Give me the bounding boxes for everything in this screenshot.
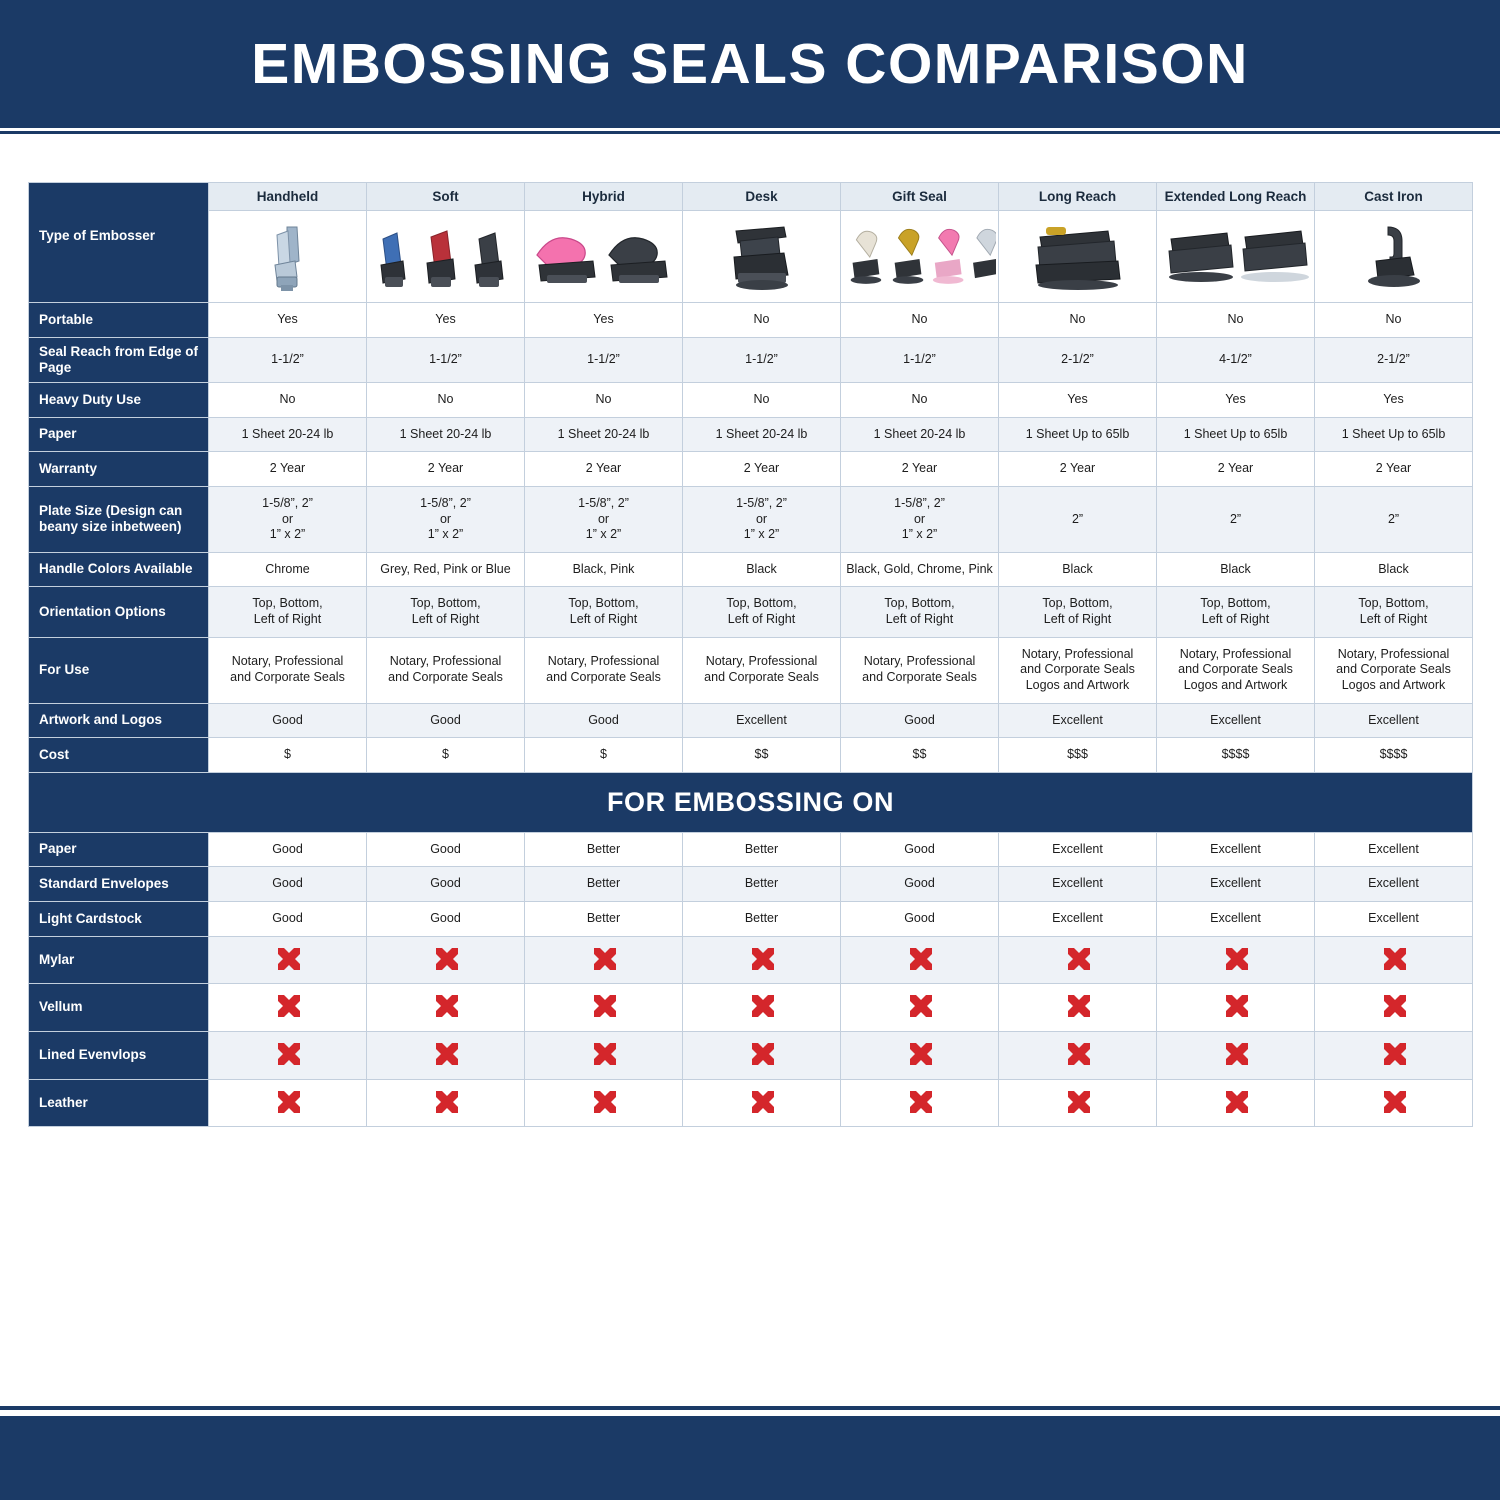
embosser-image-row <box>29 211 1473 303</box>
table-cell: Black <box>999 552 1157 587</box>
row-label-handle-colors-available: Handle Colors Available <box>29 552 209 587</box>
x-mark-icon <box>999 984 1157 1032</box>
row-label-artwork-and-logos: Artwork and Logos <box>29 703 209 738</box>
table-cell: No <box>683 303 841 338</box>
x-mark-icon <box>1315 936 1473 984</box>
table-cell: Black, Gold, Chrome, Pink <box>841 552 999 587</box>
row-label-leather: Leather <box>29 1079 209 1127</box>
handheld-embosser-image-graphic <box>211 217 364 295</box>
x-mark-icon <box>367 1031 525 1079</box>
table-cell: Top, Bottom, Left of Right <box>367 587 525 637</box>
x-mark-icon <box>1315 1031 1473 1079</box>
table-cell: $ <box>209 738 367 773</box>
table-cell: 1 Sheet 20-24 lb <box>841 417 999 452</box>
row-label-light-cardstock: Light Cardstock <box>29 902 209 937</box>
table-cell: 4-1/2” <box>1157 337 1315 382</box>
row-label-for-use: For Use <box>29 637 209 703</box>
table-cell: Good <box>209 703 367 738</box>
table-cell: Notary, Professional and Corporate Seals Logos and Artwork <box>1315 637 1473 703</box>
comparison-table-wrapper <box>28 182 1472 1127</box>
table-cell: 1-5/8”, 2” or 1” x 2” <box>209 486 367 552</box>
table-row <box>29 832 1473 867</box>
row-label-standard-envelopes: Standard Envelopes <box>29 867 209 902</box>
table-cell: Good <box>209 902 367 937</box>
table-cell: Better <box>683 902 841 937</box>
table-cell: Notary, Professional and Corporate Seals Logos and Artwork <box>1157 637 1315 703</box>
table-cell: 2 Year <box>1315 452 1473 487</box>
table-cell: Good <box>367 703 525 738</box>
table-cell: $$$$ <box>1157 738 1315 773</box>
row-label-lined-evenvlops: Lined Evenvlops <box>29 1031 209 1079</box>
table-cell: $$$ <box>999 738 1157 773</box>
row-label-portable: Portable <box>29 303 209 338</box>
x-mark-icon <box>1157 1079 1315 1127</box>
soft-embosser-image <box>367 211 525 303</box>
table-cell: 1 Sheet 20-24 lb <box>367 417 525 452</box>
table-cell: 2 Year <box>999 452 1157 487</box>
x-mark-icon <box>999 1079 1157 1127</box>
table-row <box>29 303 1473 338</box>
table-cell: Excellent <box>1315 832 1473 867</box>
table-cell: Chrome <box>209 552 367 587</box>
x-mark-icon <box>999 936 1157 984</box>
table-cell: Yes <box>1157 383 1315 418</box>
table-cell: 1 Sheet Up to 65lb <box>1157 417 1315 452</box>
table-cell: Good <box>841 902 999 937</box>
x-mark-icon <box>683 1031 841 1079</box>
table-cell: $ <box>367 738 525 773</box>
table-cell: 1-1/2” <box>525 337 683 382</box>
table-cell: Notary, Professional and Corporate Seals Logos and Artwork <box>999 637 1157 703</box>
table-row <box>29 452 1473 487</box>
table-cell: Good <box>841 832 999 867</box>
table-cell: Excellent <box>999 703 1157 738</box>
table-row <box>29 984 1473 1032</box>
table-row <box>29 552 1473 587</box>
x-mark-icon <box>209 936 367 984</box>
column-header-extended-long-reach: Extended Long Reach <box>1157 183 1315 211</box>
x-mark-icon <box>367 936 525 984</box>
row-label-seal-reach-from-edge-of-page: Seal Reach from Edge of Page <box>29 337 209 382</box>
column-header-desk: Desk <box>683 183 841 211</box>
desk-embosser-image <box>683 211 841 303</box>
table-header-row <box>29 183 1473 211</box>
soft-embosser-image-graphic <box>369 217 522 295</box>
table-row <box>29 637 1473 703</box>
cast-iron-embosser-image <box>1315 211 1473 303</box>
table-cell: 1-1/2” <box>841 337 999 382</box>
table-cell: 2 Year <box>841 452 999 487</box>
table-cell: Top, Bottom, Left of Right <box>841 587 999 637</box>
table-cell: Top, Bottom, Left of Right <box>525 587 683 637</box>
table-cell: Excellent <box>1157 832 1315 867</box>
table-cell: Better <box>525 832 683 867</box>
gift-seal-embosser-image-graphic <box>843 217 996 295</box>
table-row <box>29 337 1473 382</box>
row-label-heavy-duty-use: Heavy Duty Use <box>29 383 209 418</box>
row-label-cost: Cost <box>29 738 209 773</box>
table-cell: Top, Bottom, Left of Right <box>1157 587 1315 637</box>
table-cell: Good <box>367 867 525 902</box>
section-band-for-embossing-on: FOR EMBOSSING ON <box>29 772 1473 832</box>
x-mark-icon <box>841 984 999 1032</box>
table-cell: 1-5/8”, 2” or 1” x 2” <box>683 486 841 552</box>
x-mark-icon <box>1157 936 1315 984</box>
comparison-table <box>28 182 1473 1127</box>
column-header-cast-iron: Cast Iron <box>1315 183 1473 211</box>
table-cell: 2-1/2” <box>999 337 1157 382</box>
hybrid-embosser-image <box>525 211 683 303</box>
table-cell: 2” <box>1157 486 1315 552</box>
table-cell: Better <box>683 832 841 867</box>
x-mark-icon <box>1315 1079 1473 1127</box>
table-cell: Excellent <box>683 703 841 738</box>
table-cell: 2-1/2” <box>1315 337 1473 382</box>
table-cell: Yes <box>1315 383 1473 418</box>
table-cell: Black <box>1315 552 1473 587</box>
table-cell: Notary, Professional and Corporate Seals <box>841 637 999 703</box>
row-label-vellum: Vellum <box>29 984 209 1032</box>
x-mark-icon <box>841 1031 999 1079</box>
x-mark-icon <box>683 1079 841 1127</box>
table-cell: Excellent <box>1315 902 1473 937</box>
table-cell: 1-5/8”, 2” or 1” x 2” <box>367 486 525 552</box>
table-cell: Top, Bottom, Left of Right <box>683 587 841 637</box>
table-row <box>29 383 1473 418</box>
table-cell: Yes <box>525 303 683 338</box>
column-header-soft: Soft <box>367 183 525 211</box>
gift-seal-embosser-image <box>841 211 999 303</box>
page-title: EMBOSSING SEALS COMPARISON <box>251 32 1249 96</box>
x-mark-icon <box>841 936 999 984</box>
row-label-plate-size-design-can-beany-size-inbetween: Plate Size (Design can beany size inbetween) <box>29 486 209 552</box>
table-cell: $ <box>525 738 683 773</box>
table-row <box>29 486 1473 552</box>
table-cell: Black <box>683 552 841 587</box>
table-cell: No <box>1315 303 1473 338</box>
table-cell: Excellent <box>1157 703 1315 738</box>
table-cell: Excellent <box>999 867 1157 902</box>
desk-embosser-image-graphic <box>685 217 838 295</box>
table-cell: 1 Sheet Up to 65lb <box>1315 417 1473 452</box>
table-cell: Top, Bottom, Left of Right <box>999 587 1157 637</box>
x-mark-icon <box>367 1079 525 1127</box>
hybrid-embosser-image-graphic <box>527 217 680 295</box>
x-mark-icon <box>683 984 841 1032</box>
table-cell: Good <box>841 867 999 902</box>
table-cell: Black <box>1157 552 1315 587</box>
table-cell: Better <box>525 867 683 902</box>
table-row <box>29 738 1473 773</box>
table-cell: Yes <box>367 303 525 338</box>
column-header-gift-seal: Gift Seal <box>841 183 999 211</box>
table-cell: Yes <box>209 303 367 338</box>
x-mark-icon <box>683 936 841 984</box>
table-cell: 1-5/8”, 2” or 1” x 2” <box>841 486 999 552</box>
table-cell: No <box>525 383 683 418</box>
table-cell: 1 Sheet 20-24 lb <box>525 417 683 452</box>
x-mark-icon <box>525 1079 683 1127</box>
table-cell: 1-5/8”, 2” or 1” x 2” <box>525 486 683 552</box>
table-cell: Good <box>367 832 525 867</box>
x-mark-icon <box>525 984 683 1032</box>
table-cell: 1-1/2” <box>683 337 841 382</box>
table-cell: 1-1/2” <box>367 337 525 382</box>
table-cell: Yes <box>999 383 1157 418</box>
table-cell: Notary, Professional and Corporate Seals <box>525 637 683 703</box>
table-cell: No <box>999 303 1157 338</box>
table-cell: 2 Year <box>367 452 525 487</box>
table-row <box>29 867 1473 902</box>
handheld-embosser-image <box>209 211 367 303</box>
x-mark-icon <box>1315 984 1473 1032</box>
row-label-paper: Paper <box>29 417 209 452</box>
table-cell: $$ <box>841 738 999 773</box>
row-label-mylar: Mylar <box>29 936 209 984</box>
table-row <box>29 587 1473 637</box>
table-cell: Good <box>525 703 683 738</box>
table-cell: Black, Pink <box>525 552 683 587</box>
table-cell: $$ <box>683 738 841 773</box>
table-cell: No <box>683 383 841 418</box>
table-row <box>29 1031 1473 1079</box>
table-cell: 2” <box>1315 486 1473 552</box>
long-reach-embosser-image-graphic <box>1001 217 1154 295</box>
column-header-hybrid: Hybrid <box>525 183 683 211</box>
extended-long-reach-embosser-image-graphic <box>1159 217 1312 295</box>
table-cell: Excellent <box>999 832 1157 867</box>
table-cell: Excellent <box>1157 867 1315 902</box>
table-cell: 1 Sheet Up to 65lb <box>999 417 1157 452</box>
table-row <box>29 703 1473 738</box>
table-cell: Notary, Professional and Corporate Seals <box>683 637 841 703</box>
table-cell: Good <box>209 832 367 867</box>
x-mark-icon <box>209 1079 367 1127</box>
table-cell: 2” <box>999 486 1157 552</box>
table-cell: Good <box>209 867 367 902</box>
table-row <box>29 417 1473 452</box>
section-band-row <box>29 772 1473 832</box>
x-mark-icon <box>209 1031 367 1079</box>
table-cell: 1 Sheet 20-24 lb <box>683 417 841 452</box>
table-cell: Top, Bottom, Left of Right <box>209 587 367 637</box>
table-cell: Good <box>841 703 999 738</box>
table-cell: 2 Year <box>525 452 683 487</box>
table-row <box>29 902 1473 937</box>
footer-bar <box>0 1410 1500 1500</box>
table-cell: No <box>367 383 525 418</box>
row-label-warranty: Warranty <box>29 452 209 487</box>
table-cell: Excellent <box>999 902 1157 937</box>
table-cell: Excellent <box>1157 902 1315 937</box>
table-row <box>29 936 1473 984</box>
column-header-long-reach: Long Reach <box>999 183 1157 211</box>
column-header-handheld: Handheld <box>209 183 367 211</box>
corner-label: Type of Embosser <box>29 183 209 303</box>
table-cell: Notary, Professional and Corporate Seals <box>209 637 367 703</box>
table-cell: No <box>841 303 999 338</box>
x-mark-icon <box>367 984 525 1032</box>
table-cell: 1 Sheet 20-24 lb <box>209 417 367 452</box>
cast-iron-embosser-image-graphic <box>1317 217 1470 295</box>
table-cell: 2 Year <box>1157 452 1315 487</box>
table-cell: Excellent <box>1315 867 1473 902</box>
table-cell: Notary, Professional and Corporate Seals <box>367 637 525 703</box>
table-cell: Excellent <box>1315 703 1473 738</box>
table-cell: 2 Year <box>683 452 841 487</box>
table-cell: 1-1/2” <box>209 337 367 382</box>
comparison-table-body <box>29 183 1473 1127</box>
table-cell: Top, Bottom, Left of Right <box>1315 587 1473 637</box>
extended-long-reach-embosser-image <box>1157 211 1315 303</box>
table-cell: No <box>209 383 367 418</box>
long-reach-embosser-image <box>999 211 1157 303</box>
row-label-paper: Paper <box>29 832 209 867</box>
x-mark-icon <box>209 984 367 1032</box>
x-mark-icon <box>525 936 683 984</box>
table-cell: Better <box>683 867 841 902</box>
table-cell: Grey, Red, Pink or Blue <box>367 552 525 587</box>
x-mark-icon <box>1157 1031 1315 1079</box>
x-mark-icon <box>1157 984 1315 1032</box>
header-divider <box>0 128 1500 134</box>
x-mark-icon <box>999 1031 1157 1079</box>
table-cell: No <box>1157 303 1315 338</box>
table-cell: No <box>841 383 999 418</box>
table-cell: Good <box>367 902 525 937</box>
table-row <box>29 1079 1473 1127</box>
table-cell: 2 Year <box>209 452 367 487</box>
table-cell: Better <box>525 902 683 937</box>
row-label-orientation-options: Orientation Options <box>29 587 209 637</box>
x-mark-icon <box>525 1031 683 1079</box>
x-mark-icon <box>841 1079 999 1127</box>
table-cell: $$$$ <box>1315 738 1473 773</box>
